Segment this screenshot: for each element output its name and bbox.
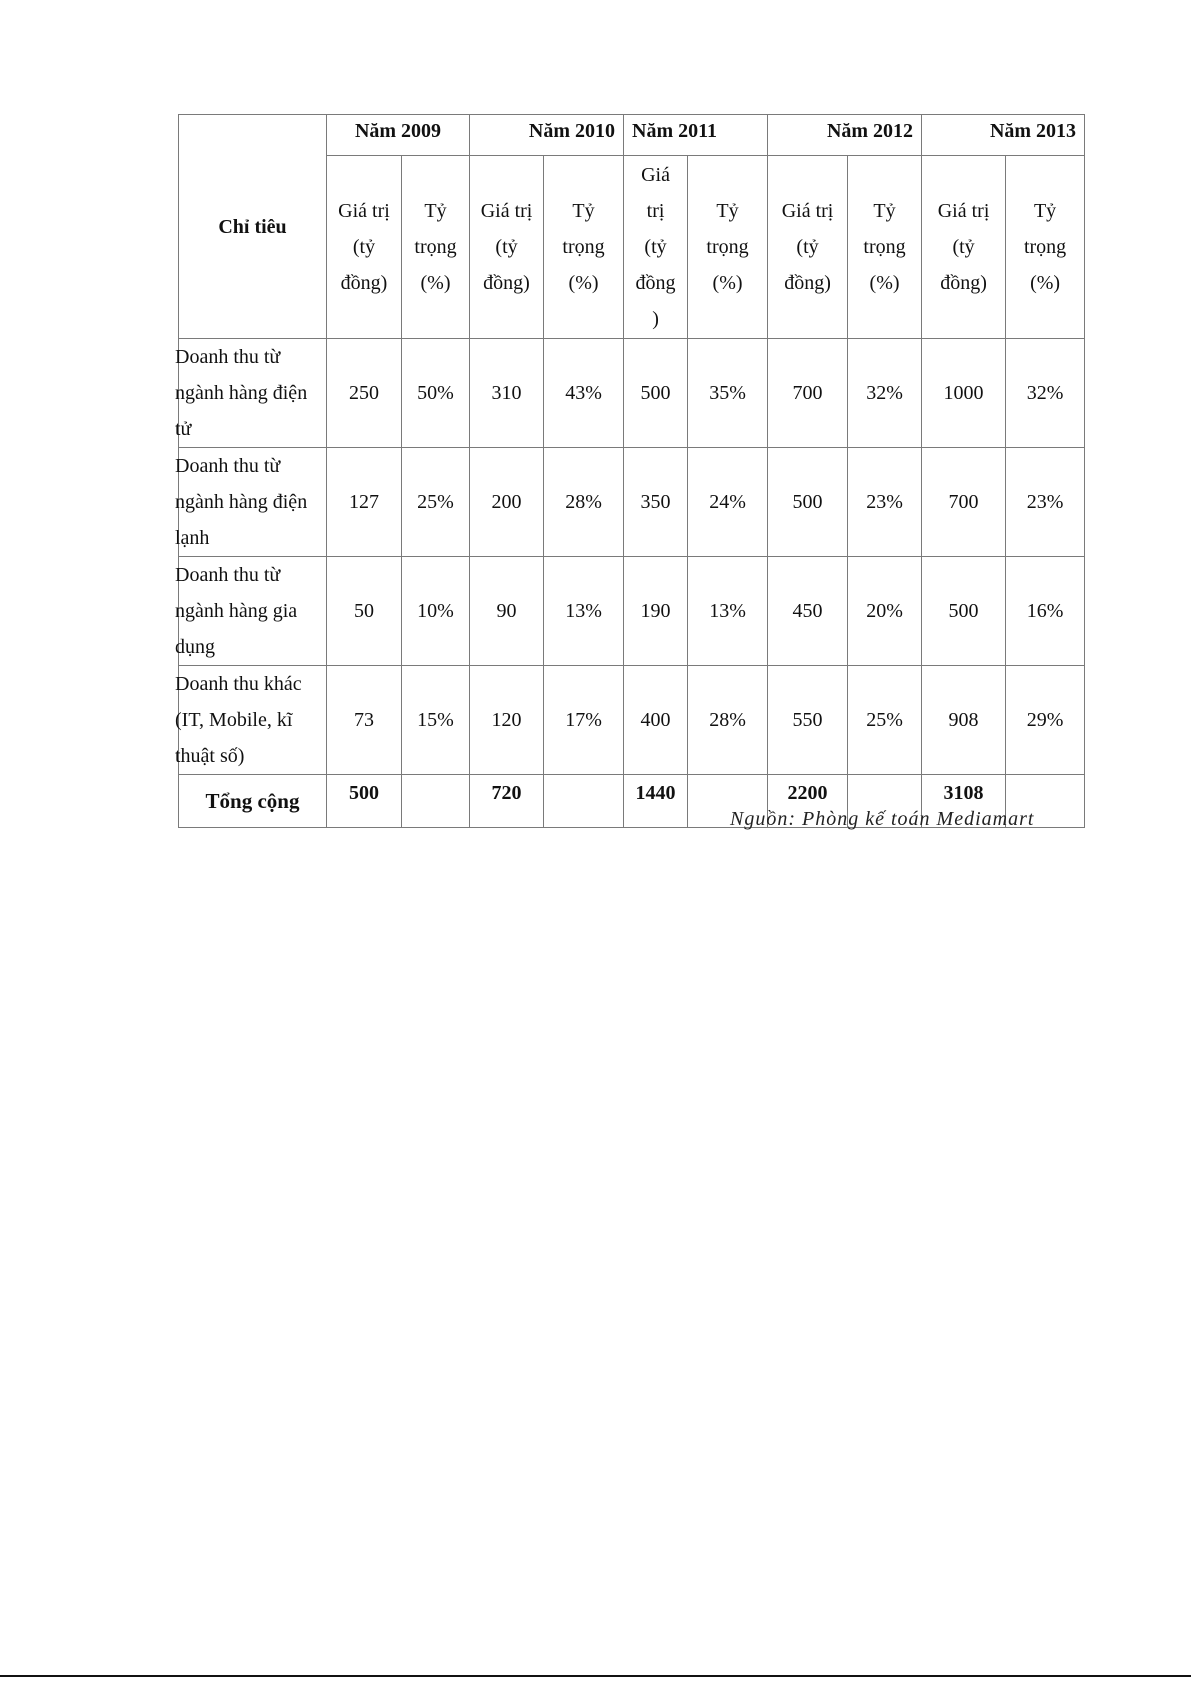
table-cell: 15%: [402, 666, 470, 775]
row-label: [175, 339, 327, 448]
revenue-table: [175, 114, 1085, 828]
share-header: Tỷ trọng (%): [848, 156, 922, 339]
table-cell: 500: [922, 557, 1006, 666]
share-header: Tỷ trọng (%): [544, 156, 624, 339]
source-caption: [730, 808, 1090, 831]
table-cell: 16%: [1006, 557, 1085, 666]
table-cell: 10%: [402, 557, 470, 666]
total-label: Tổng cộng: [179, 775, 327, 828]
table-cell: 1000: [922, 339, 1006, 448]
row-label-text: Doanh thu khác (IT, Mobile, kĩ thuật số): [175, 673, 302, 767]
table-cell: 73: [327, 666, 402, 775]
year-header-2013: Năm 2013: [922, 115, 1085, 156]
footer-rule: [0, 1675, 1191, 1677]
total-cell: 2200: [768, 775, 848, 828]
row-label-text: Doanh thu từ ngành hàng gia dụng: [175, 564, 298, 658]
table-cell: 500: [768, 448, 848, 557]
value-header: Giá trị (tỷ đồng ): [624, 156, 688, 339]
table-cell: 17%: [544, 666, 624, 775]
value-header: Giá trị (tỷ đồng): [922, 156, 1006, 339]
row-label: [175, 448, 327, 557]
table-cell: 90: [470, 557, 544, 666]
table-row: [179, 448, 1085, 557]
row-label-text: Doanh thu từ ngành hàng điện tử: [175, 346, 308, 440]
year-header-2010: Năm 2010: [470, 115, 624, 156]
table-cell: 127: [327, 448, 402, 557]
year-header-2009: Năm 2009: [327, 115, 470, 156]
table-cell: 32%: [1006, 339, 1085, 448]
year-header-row: [179, 115, 1085, 156]
table-cell: 200: [470, 448, 544, 557]
table-cell: 35%: [688, 339, 768, 448]
value-header: Giá trị (tỷ đồng): [327, 156, 402, 339]
table-row: [179, 339, 1085, 448]
total-cell: 1440: [624, 775, 688, 828]
table-row: [179, 557, 1085, 666]
total-cell: 3108: [922, 775, 1006, 828]
table-cell: 190: [624, 557, 688, 666]
row-label: [175, 557, 327, 666]
year-header-2012: Năm 2012: [768, 115, 922, 156]
table-cell: 32%: [848, 339, 922, 448]
value-header: Giá trị (tỷ đồng): [470, 156, 544, 339]
table-cell: 700: [768, 339, 848, 448]
table-cell: 350: [624, 448, 688, 557]
table-row: [179, 666, 1085, 775]
share-header: Tỷ trọng (%): [402, 156, 470, 339]
table-cell: 23%: [1006, 448, 1085, 557]
table-cell: 50: [327, 557, 402, 666]
table-cell: 400: [624, 666, 688, 775]
row-label-text: Doanh thu từ ngành hàng điện lạnh: [175, 455, 308, 549]
table-cell: 24%: [688, 448, 768, 557]
footer-strip: [0, 1667, 1191, 1685]
table-cell: 29%: [1006, 666, 1085, 775]
table-cell: 550: [768, 666, 848, 775]
corner-header: Chỉ tiêu: [179, 115, 327, 339]
table-cell: 450: [768, 557, 848, 666]
table-cell: 908: [922, 666, 1006, 775]
total-cell: [544, 775, 624, 828]
table-cell: 20%: [848, 557, 922, 666]
table-cell: 250: [327, 339, 402, 448]
table-cell: 28%: [688, 666, 768, 775]
table-cell: 43%: [544, 339, 624, 448]
total-cell: 500: [327, 775, 402, 828]
table-cell: 23%: [848, 448, 922, 557]
value-header: Giá trị (tỷ đồng): [768, 156, 848, 339]
table-cell: 700: [922, 448, 1006, 557]
total-cell: [402, 775, 470, 828]
table-cell: 13%: [544, 557, 624, 666]
table-cell: 50%: [402, 339, 470, 448]
table-cell: 13%: [688, 557, 768, 666]
share-header: Tỷ trọng (%): [688, 156, 768, 339]
year-header-2011: Năm 2011: [624, 115, 768, 156]
total-cell: 720: [470, 775, 544, 828]
source-caption-text: Nguồn: Phòng kế toán Mediamart: [730, 808, 1035, 830]
row-label: [175, 666, 327, 775]
table-cell: 25%: [848, 666, 922, 775]
table-cell: 28%: [544, 448, 624, 557]
share-header: Tỷ trọng (%): [1006, 156, 1085, 339]
table-cell: 310: [470, 339, 544, 448]
table-cell: 120: [470, 666, 544, 775]
table-cell: 25%: [402, 448, 470, 557]
table-cell: 500: [624, 339, 688, 448]
